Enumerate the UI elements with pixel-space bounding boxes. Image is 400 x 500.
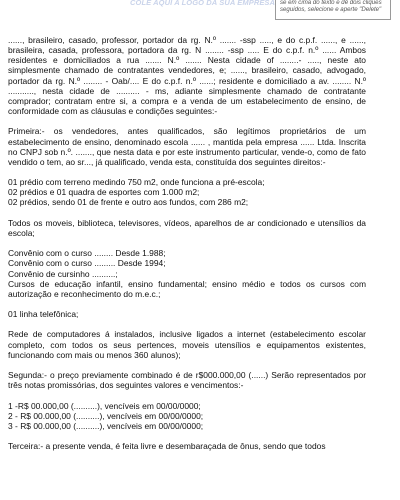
paragraph-nota-2: 2 - R$ 00.000,00 (..........), vencíveis em 00/00/0000; [8,410,204,421]
logo-placeholder: COLE AQUI A LOGO DA SUA EMPRESA [130,0,276,7]
paragraph-item-3: 02 prédios, sendo 01 de frente e outro aos fundos, com 286 m2; [8,197,249,208]
paragraph-segunda: Segunda:- o preço previamente combinado é de r$000.000,00 (......) Serão representados por três notas promissórias, dos seguintes valores e vencimentos:- [8,370,366,391]
paragraph-nota-3: 3 - R$ 00.000,00 (..........), vencíveis em 00/00/0000; [8,420,204,431]
paragraph-moveis: Todos os moveis, biblioteca, televisores, vídeos, aparelhos de ar condicionado e utensílios da escola; [8,217,366,238]
contract-body [8,35,366,451]
paragraph-primeira: Primeira:- os vendedores, antes qualificados, são legítimos proprietários de um estabelecimento de ensino, denominado escola ...... , mantida pela empresa ...... Ltda. Inscrita no CNPJ sob n.º. ......., que nesta data e por este instrumento particular, vende-o, como de fato vendido o tem, ao sr..., já qualificado, venda esta, constituída dos seguintes direitos:- [8,126,366,167]
paragraph-rede: Rede de computadores á instalados, inclusive ligados a internet (estabelecimento escolar completo, com todos os seus pertences, moveis utensílios e equipamentos existentes, funcionando com mais ou menos 360 alunos); [8,329,366,360]
paragraph-linha: 01 linha telefônica; [8,309,79,320]
paragraph-item-2: 02 prédios e 01 quadra de esportes com 1.000 m2; [8,187,200,198]
paragraph-nota-1: 1 -R$ 00.000,00 (..........), vencíveis em 00/00/0000; [8,400,201,411]
paragraph-conv-2: Convênio com o curso ......... Desde 1994; [8,258,166,269]
paragraph-conv-1: Convênio com o curso ........ Desde 1.988; [8,248,166,259]
paragraph-conv-3: Convênio de cursinho ..........; [8,268,118,279]
paragraph-terceira: Terceira:- a presente venda, é feita livre e desembaraçada de ônus, sendo que todos [8,441,326,452]
instruction-box: se em cima do texto e dê dois cliques seguidos, selecione e aperte "Delete" [275,0,391,20]
paragraph-cursos: Cursos de educação infantil, ensino fundamental; ensino médio e todos os cursos com autorização e reconhecimento do m.e.c.; [8,278,366,299]
paragraph-item-1: 01 prédio com terreno medindo 750 m2, onde funciona a pré-escola; [8,177,265,188]
paragraph-parties: ......, brasileiro, casado, professor, portador da rg. N.º ....... -ssp ....., e do c.p.f. ......, e ......, brasileira, casada, professora, portadora da rg. N ........ -ssp ..... E do c.p.f. n.º ...... Ambos residentes e domiciliados a rua ....... N.º ....... Nesta cidade of ........- ....., neste ato simplesmente chamado de contratantes vendedores, e; ......, brasileiro, casado, advogado, portador da rg. N.º ........ - Oab/.... E do c.p.f. n.º ......; residente e domiciliado a av. ........ N.º ..........., nesta cidade de .......... - ms, adiante simplesmente chamado de contratante comprador; contratam entre si, a compra e a venda de um estabelecimento de ensino, de conformidade com as cláusulas e condições seguintes:- [8,35,366,117]
